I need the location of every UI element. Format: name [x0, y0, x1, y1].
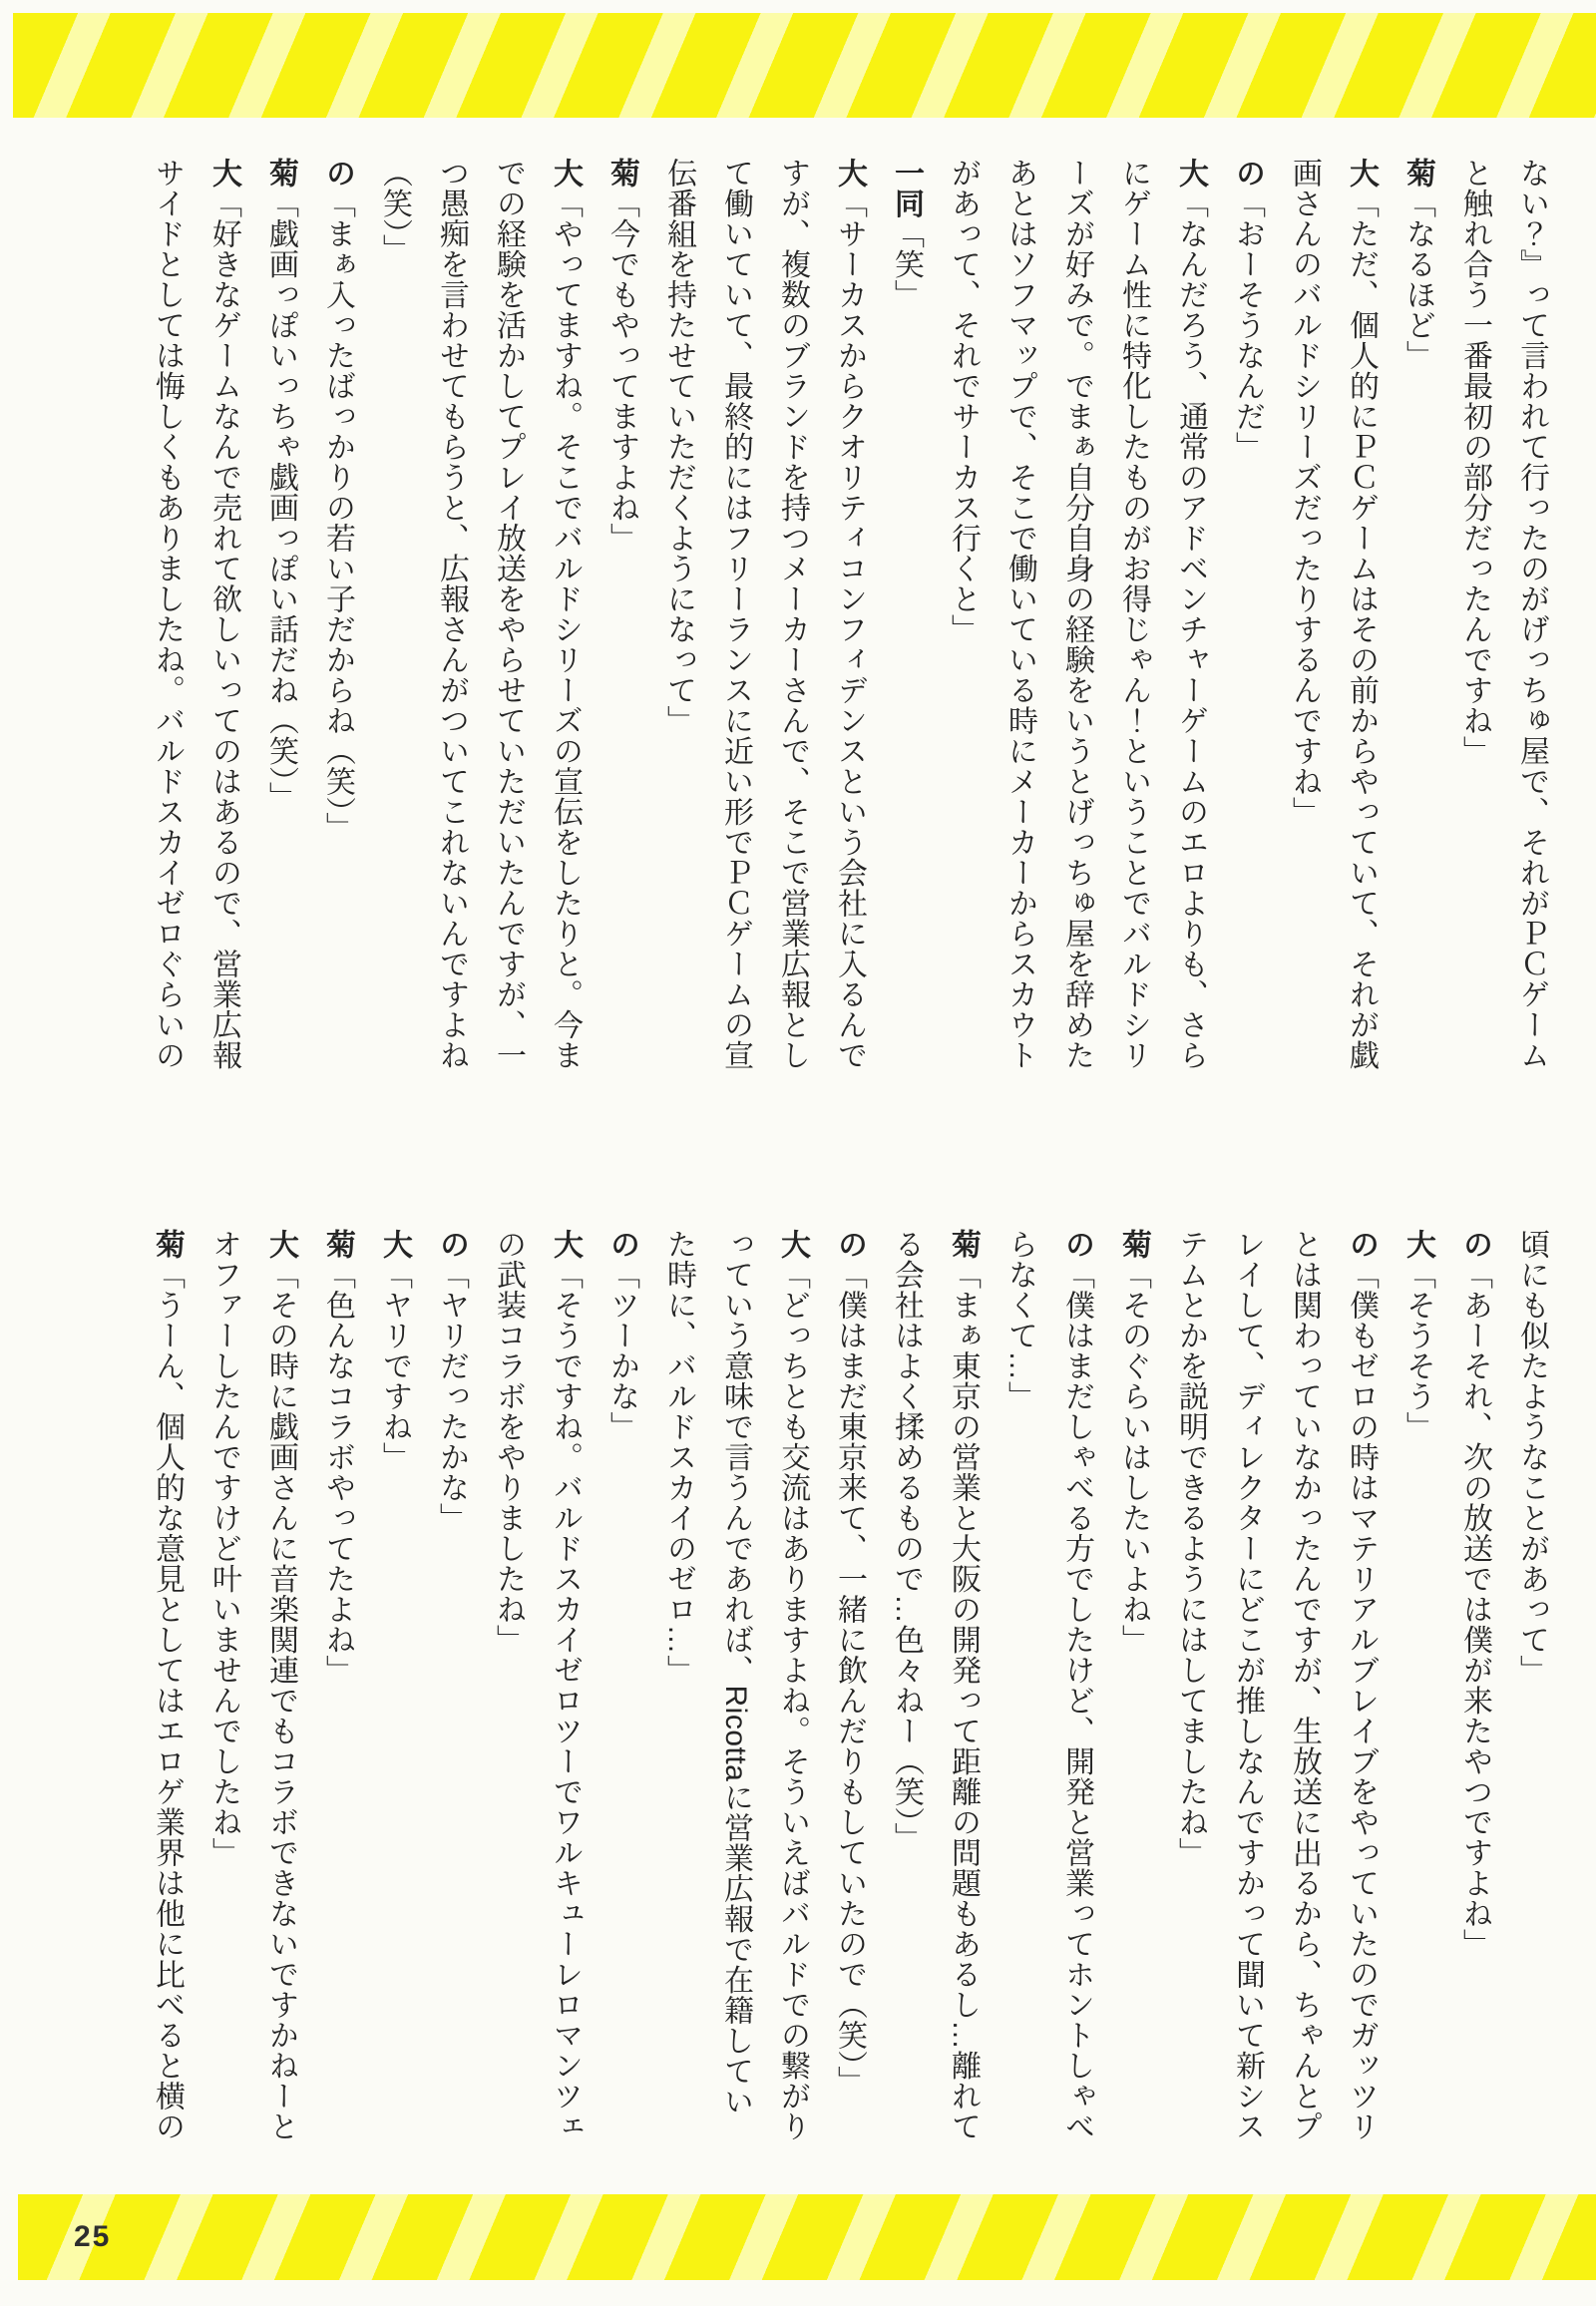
dialogue-line	[1446, 158, 1560, 1075]
dialogue-line	[878, 1229, 992, 2146]
utterance-text: 「おーそうなんだ」	[1231, 188, 1264, 462]
utterance-text: 「今でもやってますよね」	[605, 188, 638, 554]
dialogue-line	[594, 158, 650, 1075]
utterance-text: 「なるほど」	[1401, 188, 1434, 371]
utterance-text: 「笑」	[890, 218, 923, 310]
utterance-text: 「ヤリですね」	[378, 1259, 411, 1472]
dialogue-line	[594, 1229, 650, 2146]
speaker-label: の	[1458, 1229, 1491, 1260]
dialogue-line	[1105, 1229, 1162, 2146]
speaker-label: の	[1060, 1229, 1093, 1260]
dialogue-line	[650, 158, 878, 1075]
dialogue-line	[366, 158, 594, 1075]
dialogue-line	[139, 1229, 196, 2146]
dialogue-line	[878, 158, 935, 1075]
utterance-text: 「まぁ東京の営業と大阪の開発って距離の問題もあるし…離れてる会社はよく揉めるもので…色々ねー（笑）」	[890, 1229, 980, 2141]
utterance-text: 「戯画っぽいっちゃ戯画っぽい話だね（笑）」	[264, 188, 297, 812]
dialogue-line	[1390, 1229, 1446, 2146]
speaker-label: 菊	[264, 158, 297, 189]
dialogue-line	[1390, 158, 1446, 1075]
speaker-label: 大	[1345, 158, 1378, 189]
speaker-label: の	[321, 158, 354, 189]
dialogue-line	[139, 158, 252, 1075]
dialogue-line	[935, 158, 1219, 1075]
utterance-text: 「僕もゼロの時はマテリアルブレイブをやっていたのでガッツリとは関わっていなかったんですが、生放送に出るから、ちゃんとプレイして、ディレクターにどこが推しなんですかって聞いて新システムとかを説明できるようにはしてましたね」	[1174, 1229, 1378, 2141]
utterance-text: 「あーそれ、次の放送では僕が来たやつですよね」	[1458, 1259, 1491, 1959]
utterance-text: 「ツーかな」	[605, 1259, 638, 1442]
dialogue-line	[366, 1229, 423, 2146]
utterance-text: 頃にも似たようなことがあって」	[1515, 1229, 1548, 1686]
speaker-label: 大	[1401, 1229, 1434, 1260]
striped-bar-bottom	[18, 2194, 1596, 2280]
interview-text-block-top	[139, 158, 1560, 1075]
speaker-label: の	[435, 1229, 468, 1260]
speaker-label: 大	[264, 1229, 297, 1260]
utterance-text: 「僕はまだしゃべる方でしたけど、開発と営業ってホントしゃべらなくて…」	[1003, 1229, 1093, 2141]
dialogue-line	[992, 1229, 1105, 2146]
dialogue-line	[196, 1229, 309, 2146]
utterance-text: 「僕はまだ東京来て、一緒に飲んだりもしていたので（笑）」	[833, 1259, 866, 2097]
dialogue-line	[1446, 1229, 1503, 2146]
speaker-label: 大	[776, 1229, 809, 1260]
speaker-label: 菊	[321, 1229, 354, 1260]
speaker-label: 菊	[947, 1229, 980, 1260]
speaker-label: 大	[378, 1229, 411, 1260]
utterance-text: 「ただ、個人的にＰＣゲームはその前からやっていて、それが戯画さんのバルドシリーズだったりするんですね」	[1288, 158, 1378, 1070]
utterance-text: 「うーん、個人的な意見としてはエロゲ業界は他に比べると横の	[151, 1259, 184, 2141]
utterance-text: 「どっちとも交流はありますよね。そういえばバルドでの繋がりっていう意味で言うんであれば、Ricottaに営業広報で在籍していた時に、バルドスカイのゼロ…」	[662, 1229, 809, 2141]
dialogue-line	[1162, 1229, 1390, 2146]
dialogue-line	[650, 1229, 821, 2146]
utterance-text: 「そのぐらいはしたいよね」	[1117, 1259, 1150, 1655]
utterance-text: 「サーカスからクオリティコンフィデンスという会社に入るんですが、複数のブランドを持つメーカーさんで、そこで営業広報として働いていて、最終的にはフリーランスに近い形でＰＣゲームの宣伝番組を持たせていただくようになって」	[662, 158, 866, 1070]
dialogue-line	[821, 1229, 878, 2146]
utterance-text: 「やってますね。そこでバルドシリーズの宣伝をしたりと。今までの経験を活かしてプレイ放送をやらせていただいたんですが、一つ愚痴を言わせてもらうと、広報さんがついてこれないんですよね（笑）」	[378, 158, 582, 1070]
speaker-label: 大	[833, 158, 866, 189]
page-number: 25	[74, 2220, 112, 2253]
utterance-text: ない？』って言われて行ったのがげっちゅ屋で、それがＰＣゲームと触れ合う一番最初の部分だったんですね」	[1458, 158, 1548, 1070]
speaker-label: 一同	[890, 158, 923, 218]
speaker-label: 大	[549, 158, 582, 189]
speaker-label: 大	[549, 1229, 582, 1260]
speaker-label: 大	[1174, 158, 1207, 189]
speaker-label: の	[833, 1229, 866, 1260]
utterance-text: 「そうですね。バルドスカイゼロツーでワルキューレロマンツェの武装コラボをやりましたね」	[492, 1229, 582, 2141]
speaker-label: の	[1231, 158, 1264, 189]
utterance-text: 「色んなコラボやってたよね」	[321, 1259, 354, 1686]
speaker-label: 大	[207, 158, 240, 189]
utterance-text: 「そうそう」	[1401, 1259, 1434, 1442]
speaker-label: の	[605, 1229, 638, 1260]
dialogue-line	[1276, 158, 1390, 1075]
speaker-label: 菊	[151, 1229, 184, 1260]
dialogue-line	[480, 1229, 594, 2146]
dialogue-line	[309, 1229, 366, 2146]
dialogue-line	[1219, 158, 1276, 1075]
utterance-text: 「なんだろう、通常のアドベンチャーゲームのエロよりも、さらにゲーム性に特化したものがお得じゃん！ということでバルドシリーズが好みで。でまぁ自分自身の経験をいうとげっちゅ屋を辞めたあとはソフマップで、そこで働いている時にメーカーからスカウトがあって、それでサーカス行くと」	[947, 158, 1207, 1070]
speaker-label: 菊	[1117, 1229, 1150, 1260]
utterance-text: 「ヤリだったかな」	[435, 1259, 468, 1533]
dialogue-line	[1503, 1229, 1560, 2146]
utterance-text: 「好きなゲームなんで売れて欲しいってのはあるので、営業広報サイドとしては悔しくもありましたね。バルドスカイゼロぐらいの	[151, 158, 240, 1070]
speaker-label: 菊	[1401, 158, 1434, 189]
striped-bar-top	[13, 13, 1596, 118]
interview-text-block-bottom	[139, 1229, 1560, 2146]
utterance-text: 「その時に戯画さんに音楽関連でもコラボできないですかねーとオファーしたんですけど叶いませんでしたね」	[207, 1229, 297, 2141]
speaker-label: の	[1345, 1229, 1378, 1260]
dialogue-line	[309, 158, 366, 1075]
speaker-label: 菊	[605, 158, 638, 189]
dialogue-line	[423, 1229, 480, 2146]
dialogue-line	[252, 158, 309, 1075]
utterance-text: 「まぁ入ったばっかりの若い子だからね（笑）」	[321, 188, 354, 843]
